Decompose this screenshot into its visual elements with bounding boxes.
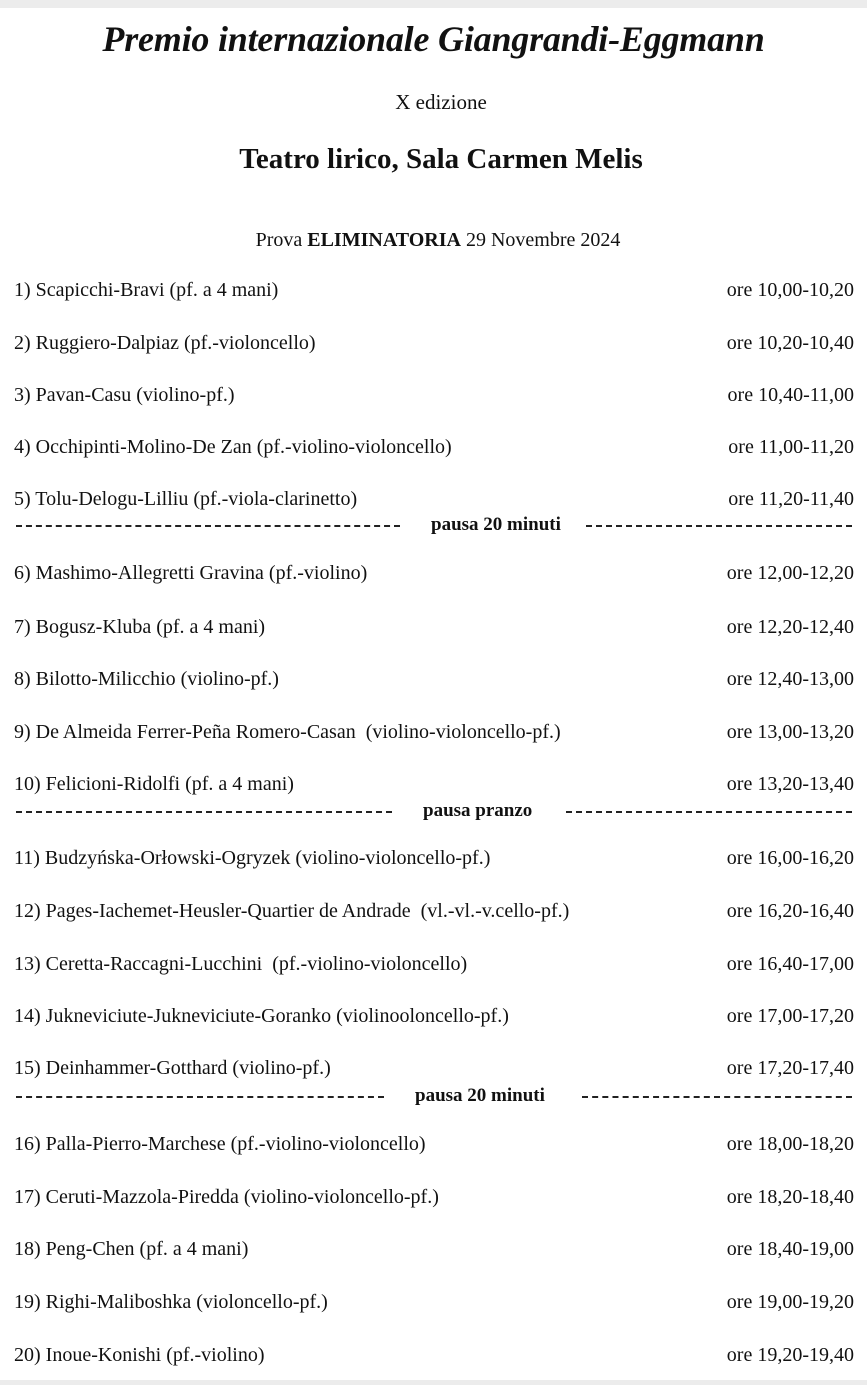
time-slot: ore 16,40-17,00	[726, 953, 854, 975]
performer-names: 8) Bilotto-Milicchio (violino-pf.)	[14, 668, 279, 690]
time-slot: ore 19,20-19,40	[726, 1344, 854, 1366]
schedule-row	[14, 665, 854, 693]
schedule-row	[14, 381, 854, 409]
performer-names: 3) Pavan-Casu (violino-pf.)	[14, 384, 235, 406]
schedule-row	[14, 613, 854, 641]
time-slot: ore 16,00-16,20	[726, 847, 854, 869]
dashed-line	[586, 525, 852, 527]
time-slot: ore 11,00-11,20	[728, 436, 854, 458]
pause-separator	[16, 1084, 852, 1108]
dashed-line	[16, 525, 400, 527]
round-prefix: Prova	[255, 229, 303, 251]
schedule-row	[14, 897, 854, 925]
performer-names: 11) Budzyńska-Orłowski-Ogryzek (violino-violoncello-pf.)	[14, 847, 491, 869]
schedule-row	[14, 718, 854, 746]
time-slot: ore 12,00-12,20	[726, 562, 854, 584]
time-slot: ore 16,20-16,40	[726, 900, 854, 922]
time-slot: ore 12,40-13,00	[726, 668, 854, 690]
performer-names: 19) Righi-Maliboshka (violoncello-pf.)	[14, 1291, 328, 1313]
performer-names: 6) Mashimo-Allegretti Gravina (pf.-violino)	[14, 562, 368, 584]
pause-separator	[16, 799, 852, 823]
performer-names: 10) Felicioni-Ridolfi (pf. a 4 mani)	[14, 773, 294, 795]
schedule-row	[14, 1002, 854, 1030]
round-name: ELIMINATORIA	[307, 229, 461, 251]
time-slot: ore 19,00-19,20	[726, 1291, 854, 1313]
schedule-row	[14, 770, 854, 798]
schedule-row	[14, 276, 854, 304]
schedule-row	[14, 950, 854, 978]
schedule-row	[14, 1288, 854, 1316]
schedule-row	[14, 1130, 854, 1158]
dashed-line	[582, 1096, 852, 1098]
performer-names: 20) Inoue-Konishi (pf.-violino)	[14, 1344, 265, 1366]
competition-title: Premio internazionale Giangrandi-Eggmann	[102, 19, 765, 59]
schedule-row	[14, 559, 854, 587]
dashed-line	[566, 811, 852, 813]
performer-names: 13) Ceretta-Raccagni-Lucchini (pf.-violino-violoncello)	[14, 953, 468, 975]
schedule-row	[14, 1183, 854, 1211]
time-slot: ore 12,20-12,40	[726, 616, 854, 638]
time-slot: ore 18,20-18,40	[726, 1186, 854, 1208]
edition-label: X edizione	[395, 90, 487, 114]
performer-names: 9) De Almeida Ferrer-Peña Romero-Casan (violino-violoncello-pf.)	[14, 721, 561, 743]
time-slot: ore 10,40-11,00	[727, 384, 854, 406]
schedule-row	[14, 1054, 854, 1082]
schedule-row	[14, 844, 854, 872]
dashed-line	[16, 1096, 384, 1098]
time-slot: ore 13,20-13,40	[726, 773, 854, 795]
performer-names: 12) Pages-Iachemet-Heusler-Quartier de Andrade (vl.-vl.-v.cello-pf.)	[14, 900, 570, 922]
performer-names: 15) Deinhammer-Gotthard (violino-pf.)	[14, 1057, 331, 1079]
time-slot: ore 17,00-17,20	[726, 1005, 854, 1027]
schedule-row	[14, 485, 854, 513]
time-slot: ore 18,00-18,20	[726, 1133, 854, 1155]
schedule-row	[14, 1235, 854, 1263]
schedule-row	[14, 329, 854, 357]
time-slot: ore 17,20-17,40	[726, 1057, 854, 1079]
pause-label: pausa 20 minuti	[415, 1085, 545, 1106]
round-date: 29 Novembre 2024	[465, 229, 621, 251]
performer-names: 16) Palla-Pierro-Marchese (pf.-violino-violoncello)	[14, 1133, 426, 1155]
time-slot: ore 18,40-19,00	[726, 1238, 854, 1260]
time-slot: ore 11,20-11,40	[728, 488, 854, 510]
pause-label: pausa 20 minuti	[431, 514, 561, 535]
time-slot: ore 13,00-13,20	[726, 721, 854, 743]
performer-names: 14) Jukneviciute-Jukneviciute-Goranko (violinooloncello-pf.)	[14, 1005, 509, 1027]
dashed-line	[16, 811, 392, 813]
performer-names: 17) Ceruti-Mazzola-Piredda (violino-violoncello-pf.)	[14, 1186, 439, 1208]
schedule-page	[0, 8, 867, 1380]
performer-names: 7) Bogusz-Kluba (pf. a 4 mani)	[14, 616, 266, 638]
performer-names: 18) Peng-Chen (pf. a 4 mani)	[14, 1238, 249, 1260]
performer-names: 4) Occhipinti-Molino-De Zan (pf.-violino-violoncello)	[14, 436, 452, 458]
time-slot: ore 10,20-10,40	[726, 332, 854, 354]
schedule-row	[14, 1341, 854, 1369]
performer-names: 1) Scapicchi-Bravi (pf. a 4 mani)	[14, 279, 279, 301]
time-slot: ore 10,00-10,20	[726, 279, 854, 301]
venue-heading: Teatro lirico, Sala Carmen Melis	[239, 143, 643, 175]
pause-separator	[16, 513, 852, 537]
round-heading	[0, 227, 867, 253]
schedule-row	[14, 433, 854, 461]
pause-label: pausa pranzo	[423, 800, 533, 821]
performer-names: 5) Tolu-Delogu-Lilliu (pf.-viola-clarinetto)	[14, 488, 358, 510]
performer-names: 2) Ruggiero-Dalpiaz (pf.-violoncello)	[14, 332, 316, 354]
